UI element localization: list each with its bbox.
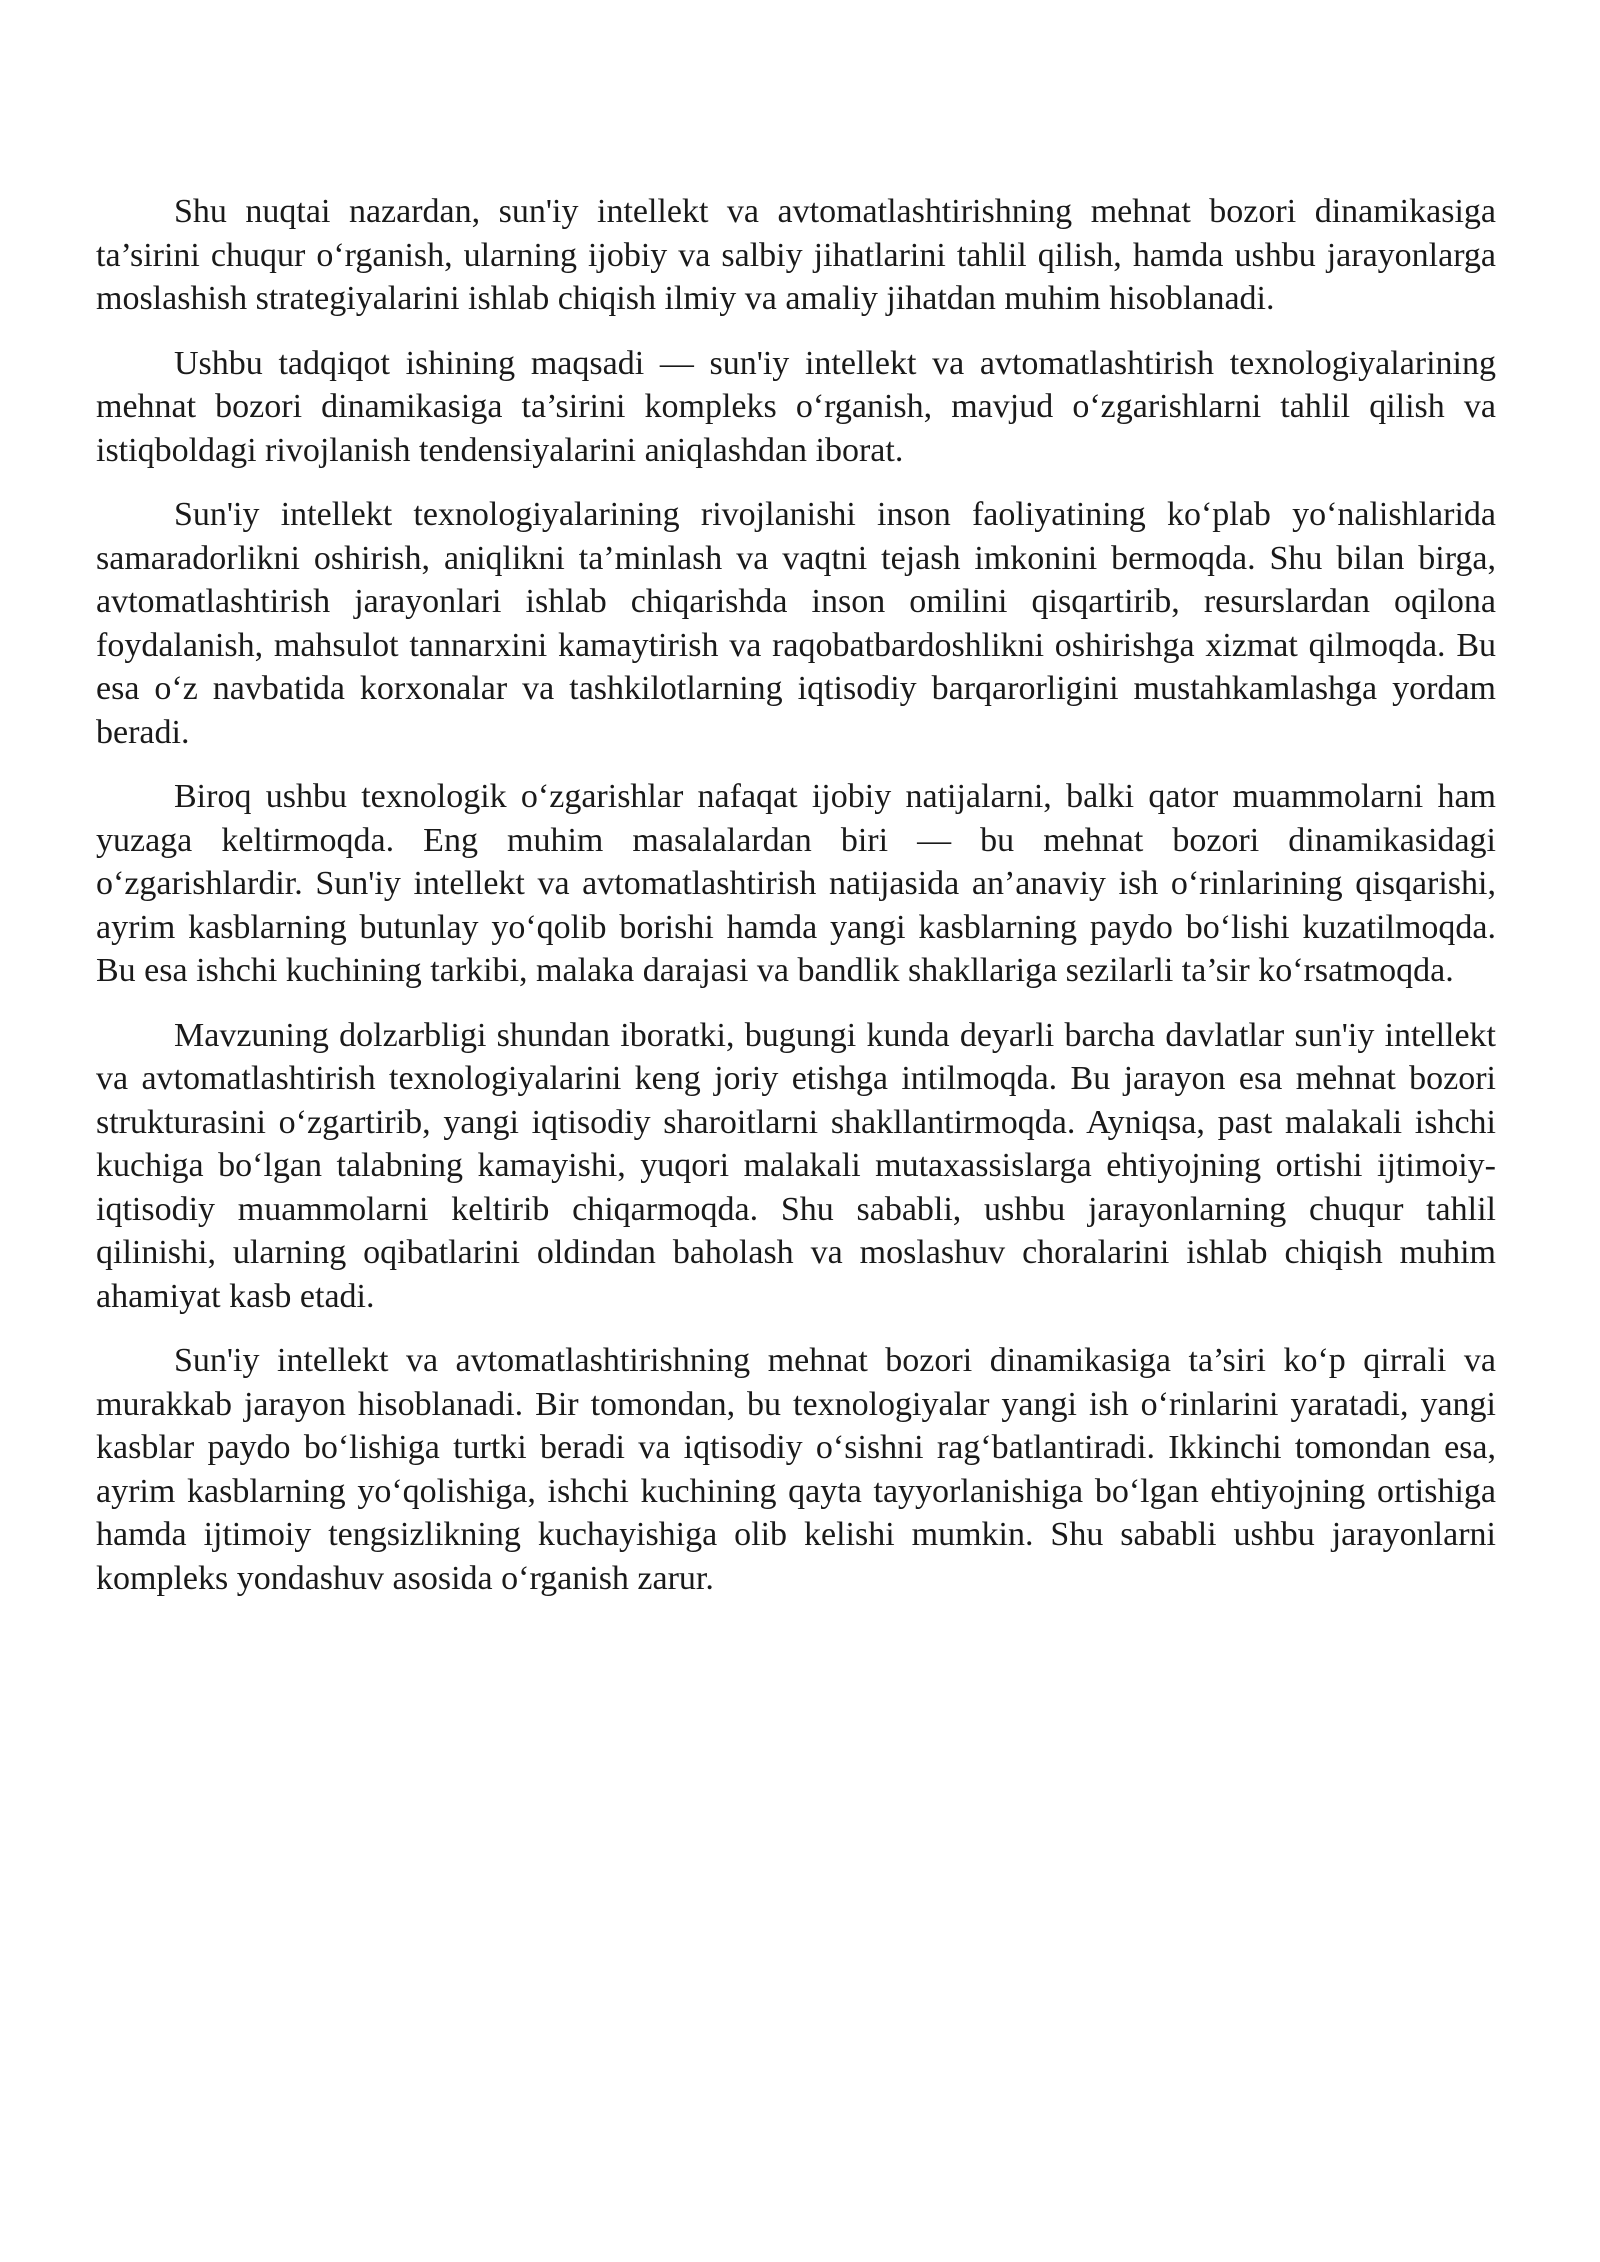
paragraph-2: Ushbu tadqiqot ishining maqsadi — sun'iy intellekt va avtomatlashtirish texnologiyalarining mehnat bozori dinamikasiga ta’sirini kompleks o‘rganish, mavjud o‘zgarishlarni tahlil qilish va istiqboldagi rivojlanish tendensiyalarini aniqlashdan iborat. bbox=[96, 344, 1496, 469]
paragraph-6: Sun'iy intellekt va avtomatlashtirishning mehnat bozori dinamikasiga ta’siri ko‘p qirrali va murakkab jarayon hisoblanadi. Bir tomondan, bu texnologiyalar yangi ish o‘rinlarini yaratadi, yangi kasblar paydo bo‘lishiga turtki beradi va iqtisodiy o‘sishni rag‘batlantiradi. Ikkinchi tomondan esa, ayrim kasblarning yo‘qolishiga, ishchi kuchining qayta tayyorlanishiga bo‘lgan ehtiyojning ortishiga hamda ijtimoiy tengsizlikning kuchayishiga olib kelishi mumkin. Shu sababli ushbu jarayonlarni kompleks yondashuv asosida o‘rganish zarur. bbox=[96, 1342, 1496, 1597]
paragraph-1: Shu nuqtai nazardan, sun'iy intellekt va avtomatlashtirishning mehnat bozori dinamikasiga ta’sirini chuqur o‘rganish, ularning ijobiy va salbiy jihatlarini tahlil qilish, hamda ushbu jarayonlarga moslashish strategiyalarini ishlab chiqish ilmiy va amaliy jihatdan muhim hisoblanadi. bbox=[96, 193, 1496, 317]
paragraph-4: Biroq ushbu texnologik o‘zgarishlar nafaqat ijobiy natijalarni, balki qator muammolarni ham yuzaga keltirmoqda. Eng muhim masalalardan biri — bu mehnat bozori dinamikasidagi o‘zgarishlardir. Sun'iy intellekt va avtomatlashtirish natijasida an’anaviy ish o‘rinlarining qisqarishi, ayrim kasblarning butunlay yo‘qolib borishi hamda yangi kasblarning paydo bo‘lishi kuzatilmoqda. Bu esa ishchi kuchining tarkibi, malaka darajasi va bandlik shakllariga sezilarli ta’sir ko‘rsatmoqda. bbox=[96, 778, 1496, 989]
paragraph-3: Sun'iy intellekt texnologiyalarining rivojlanishi inson faoliyatining ko‘plab yo‘nalishlarida samaradorlikni oshirish, aniqlikni ta’minlash va vaqtni tejash imkonini bermoqda. Shu bilan birga, avtomatlashtirish jarayonlari ishlab chiqarishda inson omilini qisqartirib, resurslardan oqilona foydalanish, mahsulot tannarxini kamaytirish va raqobatbardoshlikni oshirishga xizmat qilmoqda. Bu esa o‘z navbatida korxonalar va tashkilotlarning iqtisodiy barqarorligini mustahkamlashga yordam beradi. bbox=[96, 496, 1496, 751]
document-body bbox=[96, 190, 1496, 1621]
paragraph-5: Mavzuning dolzarbligi shundan iboratki, bugungi kunda deyarli barcha davlatlar sun'iy intellekt va avtomatlashtirish texnologiyalarini keng joriy etishga intilmoqda. Bu jarayon esa mehnat bozori strukturasini o‘zgartirib, yangi iqtisodiy sharoitlarni shakllantirmoqda. Ayniqsa, past malakali ishchi kuchiga bo‘lgan talabning kamayishi, yuqori malakali mutaxassislarga ehtiyojning ortishi ijtimoiy-iqtisodiy muammolarni keltirib chiqarmoqda. Shu sababli, ushbu jarayonlarning chuqur tahlil qilinishi, ularning oqibatlarini oldindan baholash va moslashuv choralarini ishlab chiqish muhim ahamiyat kasb etadi. bbox=[96, 1016, 1496, 1315]
